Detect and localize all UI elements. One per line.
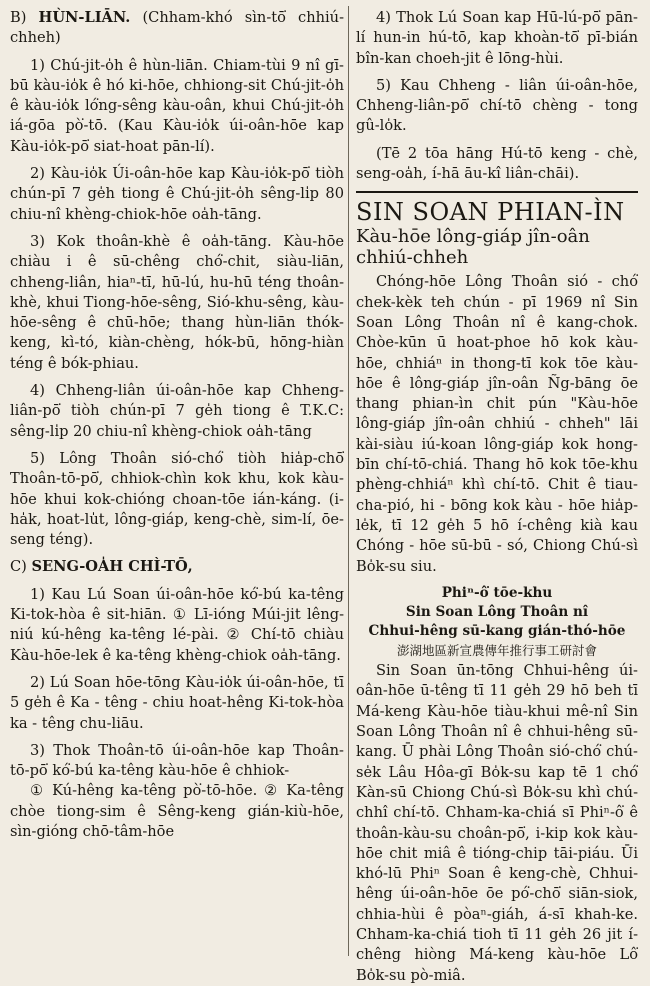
b-item-5: 5) Lông Thoân sió-chó͘ tiòh hia̍p-chō͘ Thoân-tō-pō͘, chhiok-chìn kok khu, kok kàu-hōe khui kok-chióng choan-tōe ián-káng. (i-ha̍k, hoat-lu̍t, lông-giáp, keng-chè, sim-lí, ōe-seng téng). — [10, 449, 344, 549]
notice-line-3: Chhui-hêng sū-kang gián-thó-hōe — [368, 622, 626, 639]
notice-line-1: Phiⁿ-ô͘ tōe-khu — [441, 584, 553, 601]
notice-chinese: 澎湖地區新宣農傳年推行事工研討會 — [396, 642, 597, 658]
right-item-4: 4) Thok Lú Soan kap Hū-lú-pō͘ pān-lí hun-in hú-tō, kap khoàn-tō͘ pī-bián bîn-kan choeh-jit ê lōng-hùi. — [356, 9, 638, 67]
column-divider — [348, 6, 349, 956]
article-subtitle: Kàu-hōe lông-giáp jîn-oân chhiú-chheh — [356, 226, 590, 269]
right-column — [356, 8, 638, 986]
section-divider — [356, 191, 638, 193]
section-c-heading — [10, 557, 344, 577]
c-item-3: 3) Thok Thoân-tō úi-oân-hōe kap Thoân-tō-pō͘ kó͘-bú ka-têng kàu-hōe ê chhiok- — [10, 741, 344, 780]
left-column — [10, 8, 344, 842]
section-b-title: HÙN-LIĀN. — [38, 9, 131, 26]
right-item-5: 5) Kau Chheng - liân úi-oân-hōe, Chheng-liân-pō͘ chí-tō chèng - tong gû-lo̍k. — [356, 76, 638, 135]
section-b-label: B) — [10, 9, 27, 26]
section-c-title: SENG-OA̍H CHÌ-TŌ, — [31, 558, 193, 576]
section-b-heading — [10, 8, 344, 49]
b-item-4: 4) Chheng-liân úi-oân-hōe kap Chheng-liân-pō͘ tiòh chún-pī 7 ge̍h tiong ê T.K.C: sêng-li̍p 20 chiu-nî khèng-chiok oa̍h-tāng — [10, 382, 344, 440]
b-item-1: 1) Chú-jit-o̍h ê hùn-liān. Chiam-tùi 9 nî gī-bū kàu-io̍k ê hó ki-hōe, chhiong-sit Chú-jit-o̍h ê kàu-io̍k ló͘ng-sêng kàu-oân, khui Chú-jit-o̍h iá-gōa pò͘-tō. (Kau Kàu-io̍k úi-oân-hōe kap Kàu-io̍k-pō͘ siat-hoat pān-lí). — [10, 56, 344, 155]
article-title: SIN SOAN PHIAN-ÌN — [356, 198, 625, 227]
right-note: (Tē 2 tōa hāng Hú-tō keng - chè, seng-oa̍h, í-hā āu-kî liân-chāi). — [356, 144, 638, 183]
article-paragraph-2: Sin Soan ūn-tōng Chhui-hêng úi-oân-hōe ū-têng tī 11 ge̍h 29 hō beh tī Má-keng Kàu-hōe tiàu-khui mê-nî Sin Soan Lông Thoân nî ê chhui-hêng sū-kang. Ū phài Lông Thoân sió-chó͘ chú-se̍k Lâu Hôa-gī Bo̍k-su kap tē 1 chó͘ Kàn-sū Chiong Chú-sì Bo̍k-su khì chú-chhî chí-tō. Chham-ka-chiá sī Phiⁿ-ô͘ ê thoân-kàu-su choân-pō͘, i-kip kok kàu-hōe chit miâ ê tióng-chip tāi-piáu. Ūi khó-lū Phiⁿ Soan ê keng-chè, Chhui-hêng úi-oân-hōe ōe pó͘-chō͘ siān-siok, chhia-hùi ê pòaⁿ-giáh, á-sī khah-ke. Chham-ka-chiá tioh tī 11 ge̍h 26 jit í-chêng hiòng Má-keng kàu-hōe Lô͘ Bo̍k-su pò-miâ. — [356, 662, 638, 984]
notice-line-2: Sin Soan Lông Thoân nî — [405, 603, 589, 620]
b-item-3: 3) Kok thoân-khè ê oa̍h-tāng. Kàu-hōe chiàu i ê sū-chêng chó͘-chit, siàu-liān, chheng-liân, hiaⁿ-tī, hū-lú, hu-hū téng thoân-khè, khui Tiong-hōe-sêng, Sió-khu-sêng, kàu-hōe-sêng ê chū-hōe; thang hùn-liān thók-keng, kì-tó, kiàn-chèng, hók-bū, hōng-hiàn téng ê bók-phiau. — [10, 232, 344, 372]
section-c-label: C) — [10, 558, 27, 576]
section-b-note: (Chham-khó sìn-tō͘ chhiú-chheh) — [10, 9, 344, 47]
c-item-1: 1) Kau Lú Soan úi-oân-hōe kó͘-bú ka-têng Ki-tok-hòa ê sit-hiān. ① Lī-ióng Múi-jit lêng-niú kú-hêng ka-têng lé-pài. ② Chí-tō chiàu Kàu-hōe-lek ê ka-têng khèng-chiok oa̍h-tāng. — [10, 585, 344, 664]
c-item-2: 2) Lú Soan hōe-tōng Kàu-io̍k úi-oân-hōe, tī 5 ge̍h ê Ka - têng - chiu hoat-hêng Ki-tok-hòa ka - têng chu-liāu. — [10, 673, 344, 732]
c-item-3-continued: ① Kú-hêng ka-têng pò͘-tō-hōe. ② Ka-têng chòe tiong-sim ê Sêng-keng gián-kiù-hōe, sìn-gióng chō-tâm-hōe — [10, 782, 344, 840]
article-paragraph-1: Chóng-hōe Lông Thoân sió - chó͘ chek-kèk teh chún - pī 1969 nî Sin Soan Lông Thoân nî ê kang-chok. Chòe-kūn ū hoat-phoe hō kok kàu-hōe, chhiáⁿ in thong-tī kok tōe kàu-hōe ê lông-giáp jîn-oân Ñg-bāng ōe thang phian-ìn chi̍t pún "Kàu-hōe lông-giáp jîn-oân chhiú - chheh" lāi kài-siàu iú-koan lông-giáp kok hong-bīn chí-tō-chiá. Thang hō kok tōe-khu phèng-chhiáⁿ khì chí-tō. Chit ê tiau-cha-pió, hi - bōng kok kàu - hōe hia̍p-le̍k, tī 12 ge̍h 5 hō í-chêng kià kau Chóng - hōe sū-bū - só, Chiong Chú-sì Bo̍k-su siu. — [356, 273, 638, 575]
b-item-2: 2) Kàu-io̍k Úi-oân-hōe kap Kàu-io̍k-pō͘ tiòh chún-pī 7 ge̍h tiong ê Chú-jit-o̍h sêng-li̍p 80 chiu-nî khèng-chiok-hōe oa̍h-tāng. — [10, 165, 344, 223]
